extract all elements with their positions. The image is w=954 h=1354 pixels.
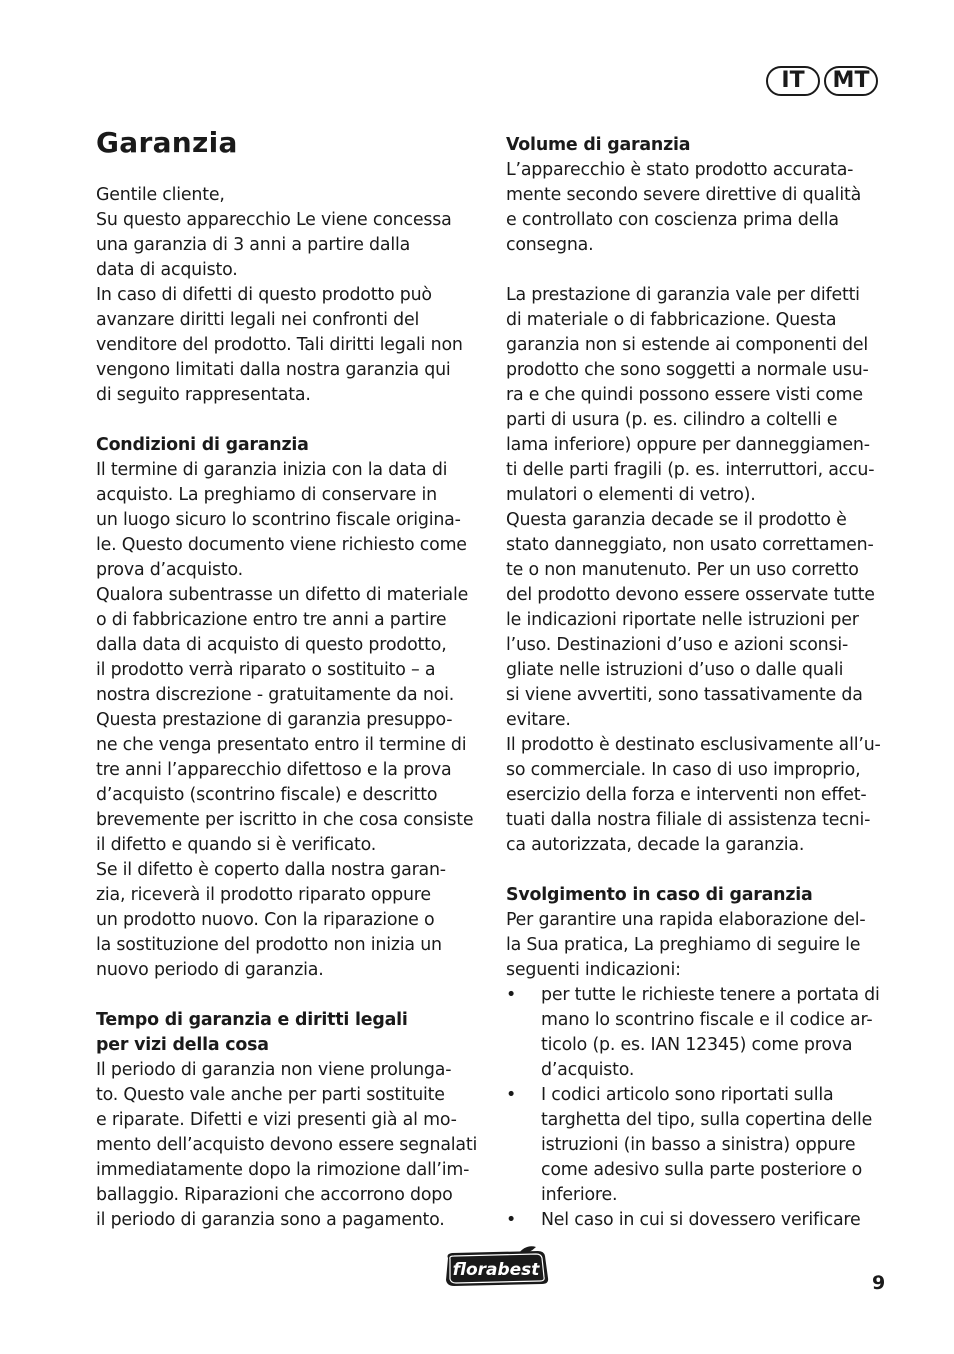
text-line: seguenti indicazioni: [506, 960, 681, 980]
text-line: data di acquisto. [96, 260, 238, 280]
list-item [506, 1083, 894, 1208]
spacer [96, 408, 488, 433]
text-line: nuovo periodo di garanzia. [96, 960, 324, 980]
spacer [506, 258, 894, 283]
text-line: Il periodo di garanzia non viene prolunga- [96, 1060, 452, 1080]
text-line: te o non manutenuto. Per un uso corretto [506, 560, 859, 580]
text-line: to. Questo vale anche per parti sostituite [96, 1085, 445, 1105]
text-line: l’uso. Destinazioni d’uso e azioni sconsi- [506, 635, 849, 655]
text-line: brevemente per iscritto in che cosa consiste [96, 810, 474, 830]
text-line: Questa garanzia decade se il prodotto è [506, 510, 847, 530]
text-line: Questa prestazione di garanzia presuppo- [96, 710, 453, 730]
text-line: di materiale o di fabbricazione. Questa [506, 310, 837, 330]
text-line: ti delle parti fragili (p. es. interruttori, accu- [506, 460, 875, 480]
period-paragraph [96, 1058, 488, 1233]
text-line: e controllato con coscienza prima della [506, 210, 839, 230]
text-line: lama inferiore) oppure per danneggiamen- [506, 435, 870, 455]
intro-paragraph [96, 183, 488, 408]
text-line: La prestazione di garanzia vale per difetti [506, 285, 860, 305]
text-line: I codici articolo sono riportati sulla [541, 1085, 834, 1105]
text-line: L’apparecchio è stato prodotto accurata- [506, 160, 854, 180]
logo-text: florabest [452, 1260, 540, 1280]
page-number: 9 [872, 1272, 886, 1294]
text-line: Su questo apparecchio Le viene concessa [96, 210, 452, 230]
text-line: ne che venga presentato entro il termine di [96, 735, 467, 755]
text-line: Se il difetto è coperto dalla nostra garan- [96, 860, 446, 880]
text-line: un prodotto nuovo. Con la riparazione o [96, 910, 435, 930]
text-line: Nel caso in cui si dovessero verificare [541, 1210, 861, 1230]
text-line: e riparate. Difetti e vizi presenti già al mo- [96, 1110, 457, 1130]
text-line: un luogo sicuro lo scontrino fiscale origina- [96, 510, 461, 530]
text-line: d’acquisto. [541, 1060, 635, 1080]
text-line: gliate nelle istruzioni d’uso o dalle quali [506, 660, 844, 680]
spacer [506, 858, 894, 883]
text-line: istruzioni (in basso a sinistra) oppure [541, 1135, 856, 1155]
text-line: il prodotto verrà riparato o sostituito – a [96, 660, 436, 680]
text-line: mente secondo severe direttive di qualità [506, 185, 862, 205]
text-line: stato danneggiato, non usato correttamen- [506, 535, 874, 555]
text-line: parti di usura (p. es. cilindro a coltelli e [506, 410, 838, 430]
text-line: nostra discrezione - gratuitamente da noi. [96, 685, 455, 705]
text-line: il periodo di garanzia sono a pagamento. [96, 1210, 445, 1230]
text-line: prova d’acquisto. [96, 560, 243, 580]
text-line: il difetto e quando si è verificato. [96, 835, 377, 855]
page-title: Garanzia [96, 126, 238, 159]
text-line: Il termine di garanzia inizia con la data di [96, 460, 448, 480]
bullet-icon: • [506, 1085, 517, 1105]
text-line: si viene avvertiti, sono tassativamente da [506, 685, 863, 705]
text-line: ticolo (p. es. IAN 12345) come prova [541, 1035, 853, 1055]
text-line: una garanzia di 3 anni a partire dalla [96, 235, 411, 255]
text-line: immediatamente dopo la rimozione dall’im- [96, 1160, 470, 1180]
text-line: tuati dalla nostra filiale di assistenza tecni- [506, 810, 871, 830]
volume-paragraph-1 [506, 158, 894, 258]
lang-badge-it: IT [766, 66, 820, 96]
text-line: so commerciale. In caso di uso improprio, [506, 760, 861, 780]
section-heading-procedure: Svolgimento in caso di garanzia [506, 885, 813, 905]
text-line: Gentile cliente, [96, 185, 225, 205]
florabest-logo [440, 1244, 552, 1290]
text-line: Qualora subentrasse un difetto di materiale [96, 585, 469, 605]
bullet-icon: • [506, 985, 517, 1005]
text-line: In caso di difetti di questo prodotto può [96, 285, 432, 305]
text-line: prodotto che sono soggetti a normale usu- [506, 360, 869, 380]
text-line: evitare. [506, 710, 571, 730]
text-line: tre anni l’apparecchio difettoso e la prova [96, 760, 452, 780]
text-line: la Sua pratica, La preghiamo di seguire le [506, 935, 861, 955]
text-line: avanzare diritti legali nei confronti del [96, 310, 420, 330]
text-line: mulatori o elementi di vetro). [506, 485, 756, 505]
text-line: Per garantire una rapida elaborazione del- [506, 910, 866, 930]
text-line: ra e che quindi possono essere visti come [506, 385, 863, 405]
text-line: come adesivo sulla parte posteriore o [541, 1160, 863, 1180]
text-line: acquisto. La preghiamo di conservare in [96, 485, 437, 505]
text-line: consegna. [506, 235, 594, 255]
text-line: mano lo scontrino fiscale e il codice ar- [541, 1010, 873, 1030]
text-line: mento dell’acquisto devono essere segnalati [96, 1135, 478, 1155]
text-line: le indicazioni riportate nelle istruzioni per [506, 610, 859, 630]
section-heading-period-line2: per vizi della cosa [96, 1035, 269, 1055]
section-heading-conditions: Condizioni di garanzia [96, 435, 309, 455]
list-item [506, 1208, 894, 1233]
right-column [506, 133, 894, 1233]
language-badges [766, 66, 878, 96]
text-line: ca autorizzata, decade la garanzia. [506, 835, 805, 855]
conditions-paragraph [96, 458, 488, 983]
volume-paragraph-2 [506, 283, 894, 858]
text-line: per tutte le richieste tenere a portata di [541, 985, 880, 1005]
text-line: del prodotto devono essere osservate tutte [506, 585, 875, 605]
spacer [96, 983, 488, 1008]
text-line: di seguito rappresentata. [96, 385, 311, 405]
text-line: inferiore. [541, 1185, 618, 1205]
text-line: targhetta del tipo, sulla copertina delle [541, 1110, 873, 1130]
list-item [506, 983, 894, 1083]
procedure-intro [506, 908, 894, 983]
text-line: garanzia non si estende ai componenti del [506, 335, 868, 355]
text-line: zia, riceverà il prodotto riparato oppure [96, 885, 431, 905]
text-line: Il prodotto è destinato esclusivamente all’u- [506, 735, 881, 755]
lang-badge-mt: MT [824, 66, 878, 96]
text-line: le. Questo documento viene richiesto come [96, 535, 467, 555]
text-line: la sostituzione del prodotto non inizia un [96, 935, 442, 955]
text-line: ballaggio. Riparazioni che accorrono dopo [96, 1185, 453, 1205]
text-line: venditore del prodotto. Tali diritti legali non [96, 335, 463, 355]
procedure-bullet-list [506, 983, 894, 1233]
text-line: esercizio della forza e interventi non effet- [506, 785, 867, 805]
section-heading-volume: Volume di garanzia [506, 135, 691, 155]
section-heading-period: Tempo di garanzia e diritti legali [96, 1010, 408, 1030]
text-line: dalla data di acquisto di questo prodotto, [96, 635, 447, 655]
bullet-icon: • [506, 1210, 517, 1230]
text-line: vengono limitati dalla nostra garanzia qui [96, 360, 451, 380]
text-line: d’acquisto (scontrino fiscale) e descritto [96, 785, 438, 805]
left-column [96, 183, 488, 1233]
text-line: o di fabbricazione entro tre anni a partire [96, 610, 447, 630]
